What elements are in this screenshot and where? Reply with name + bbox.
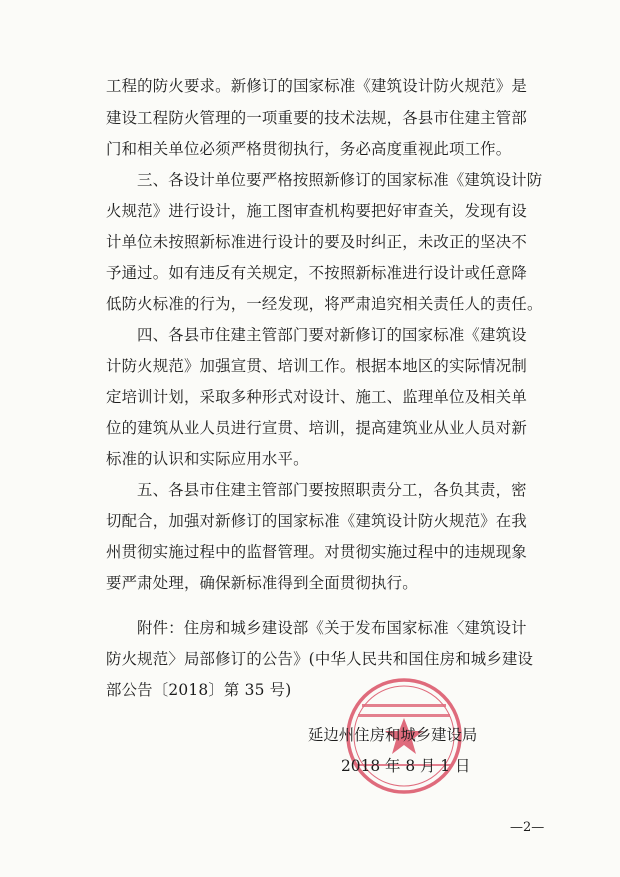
page-number: —2— (510, 820, 545, 835)
attachment-line-1: 附件：住房和城乡建设部《关于发布国家标准〈建筑设计 (137, 619, 527, 637)
body-line-17: 要严肃处理，确保新标准得到全面贯彻执行。 (106, 574, 418, 592)
attachment-line-3: 部公告〔2018〕第 35 号) (106, 681, 292, 699)
issue-date: 2018 年 8 月 1 日 (341, 757, 471, 775)
body-line-6: 计单位未按照新标准进行设计的要及时纠正，未改正的坚决不 (106, 233, 527, 251)
body-line-3: 门和相关单位必须严格贯彻执行，务必高度重视此项工作。 (106, 140, 512, 158)
body-line-8: 低防火标准的行为，一经发现，将严肃追究相关责任人的责任。 (106, 295, 543, 313)
body-line-13: 标准的认识和实际应用水平。 (106, 450, 309, 468)
body-line-7: 予通过。如有违反有关规定，不按照新标准进行设计或任意降 (106, 264, 527, 282)
body-line-15: 切配合，加强对新修订的国家标准《建筑设计防火规范》在我 (106, 512, 527, 530)
body-line-11: 定培训计划，采取多种形式对设计、施工、监理单位及相关单 (106, 388, 527, 406)
body-line-5: 火规范》进行设计，施工图审查机构要把好审查关，发现有设 (106, 202, 527, 220)
body-line-10: 计防火规范》加强宣贯、培训工作。根据本地区的实际情况制 (106, 357, 527, 375)
body-line-12: 位的建筑从业人员进行宣贯、培训，提高建筑业从业人员对新 (106, 419, 527, 437)
body-line-14: 五、各县市住建主管部门要按照职责分工，各负其责，密 (137, 481, 527, 499)
body-line-9: 四、各县市住建主管部门要对新修订的国家标准《建筑设 (137, 326, 527, 344)
attachment-line-2: 防火规范〉局部修订的公告》(中华人民共和国住房和城乡建设 (106, 650, 534, 668)
issuing-organization: 延边州住房和城乡建设局 (308, 726, 478, 744)
body-line-1: 工程的防火要求。新修订的国家标准《建筑设计防火规范》是 (106, 77, 527, 95)
body-line-16: 州贯彻实施过程中的监督管理。对贯彻实施过程中的违规现象 (106, 543, 527, 561)
body-line-4: 三、各设计单位要严格按照新修订的国家标准《建筑设计防 (137, 171, 543, 189)
body-line-2: 建设工程防火管理的一项重要的技术法规，各县市住建主管部 (106, 109, 527, 127)
